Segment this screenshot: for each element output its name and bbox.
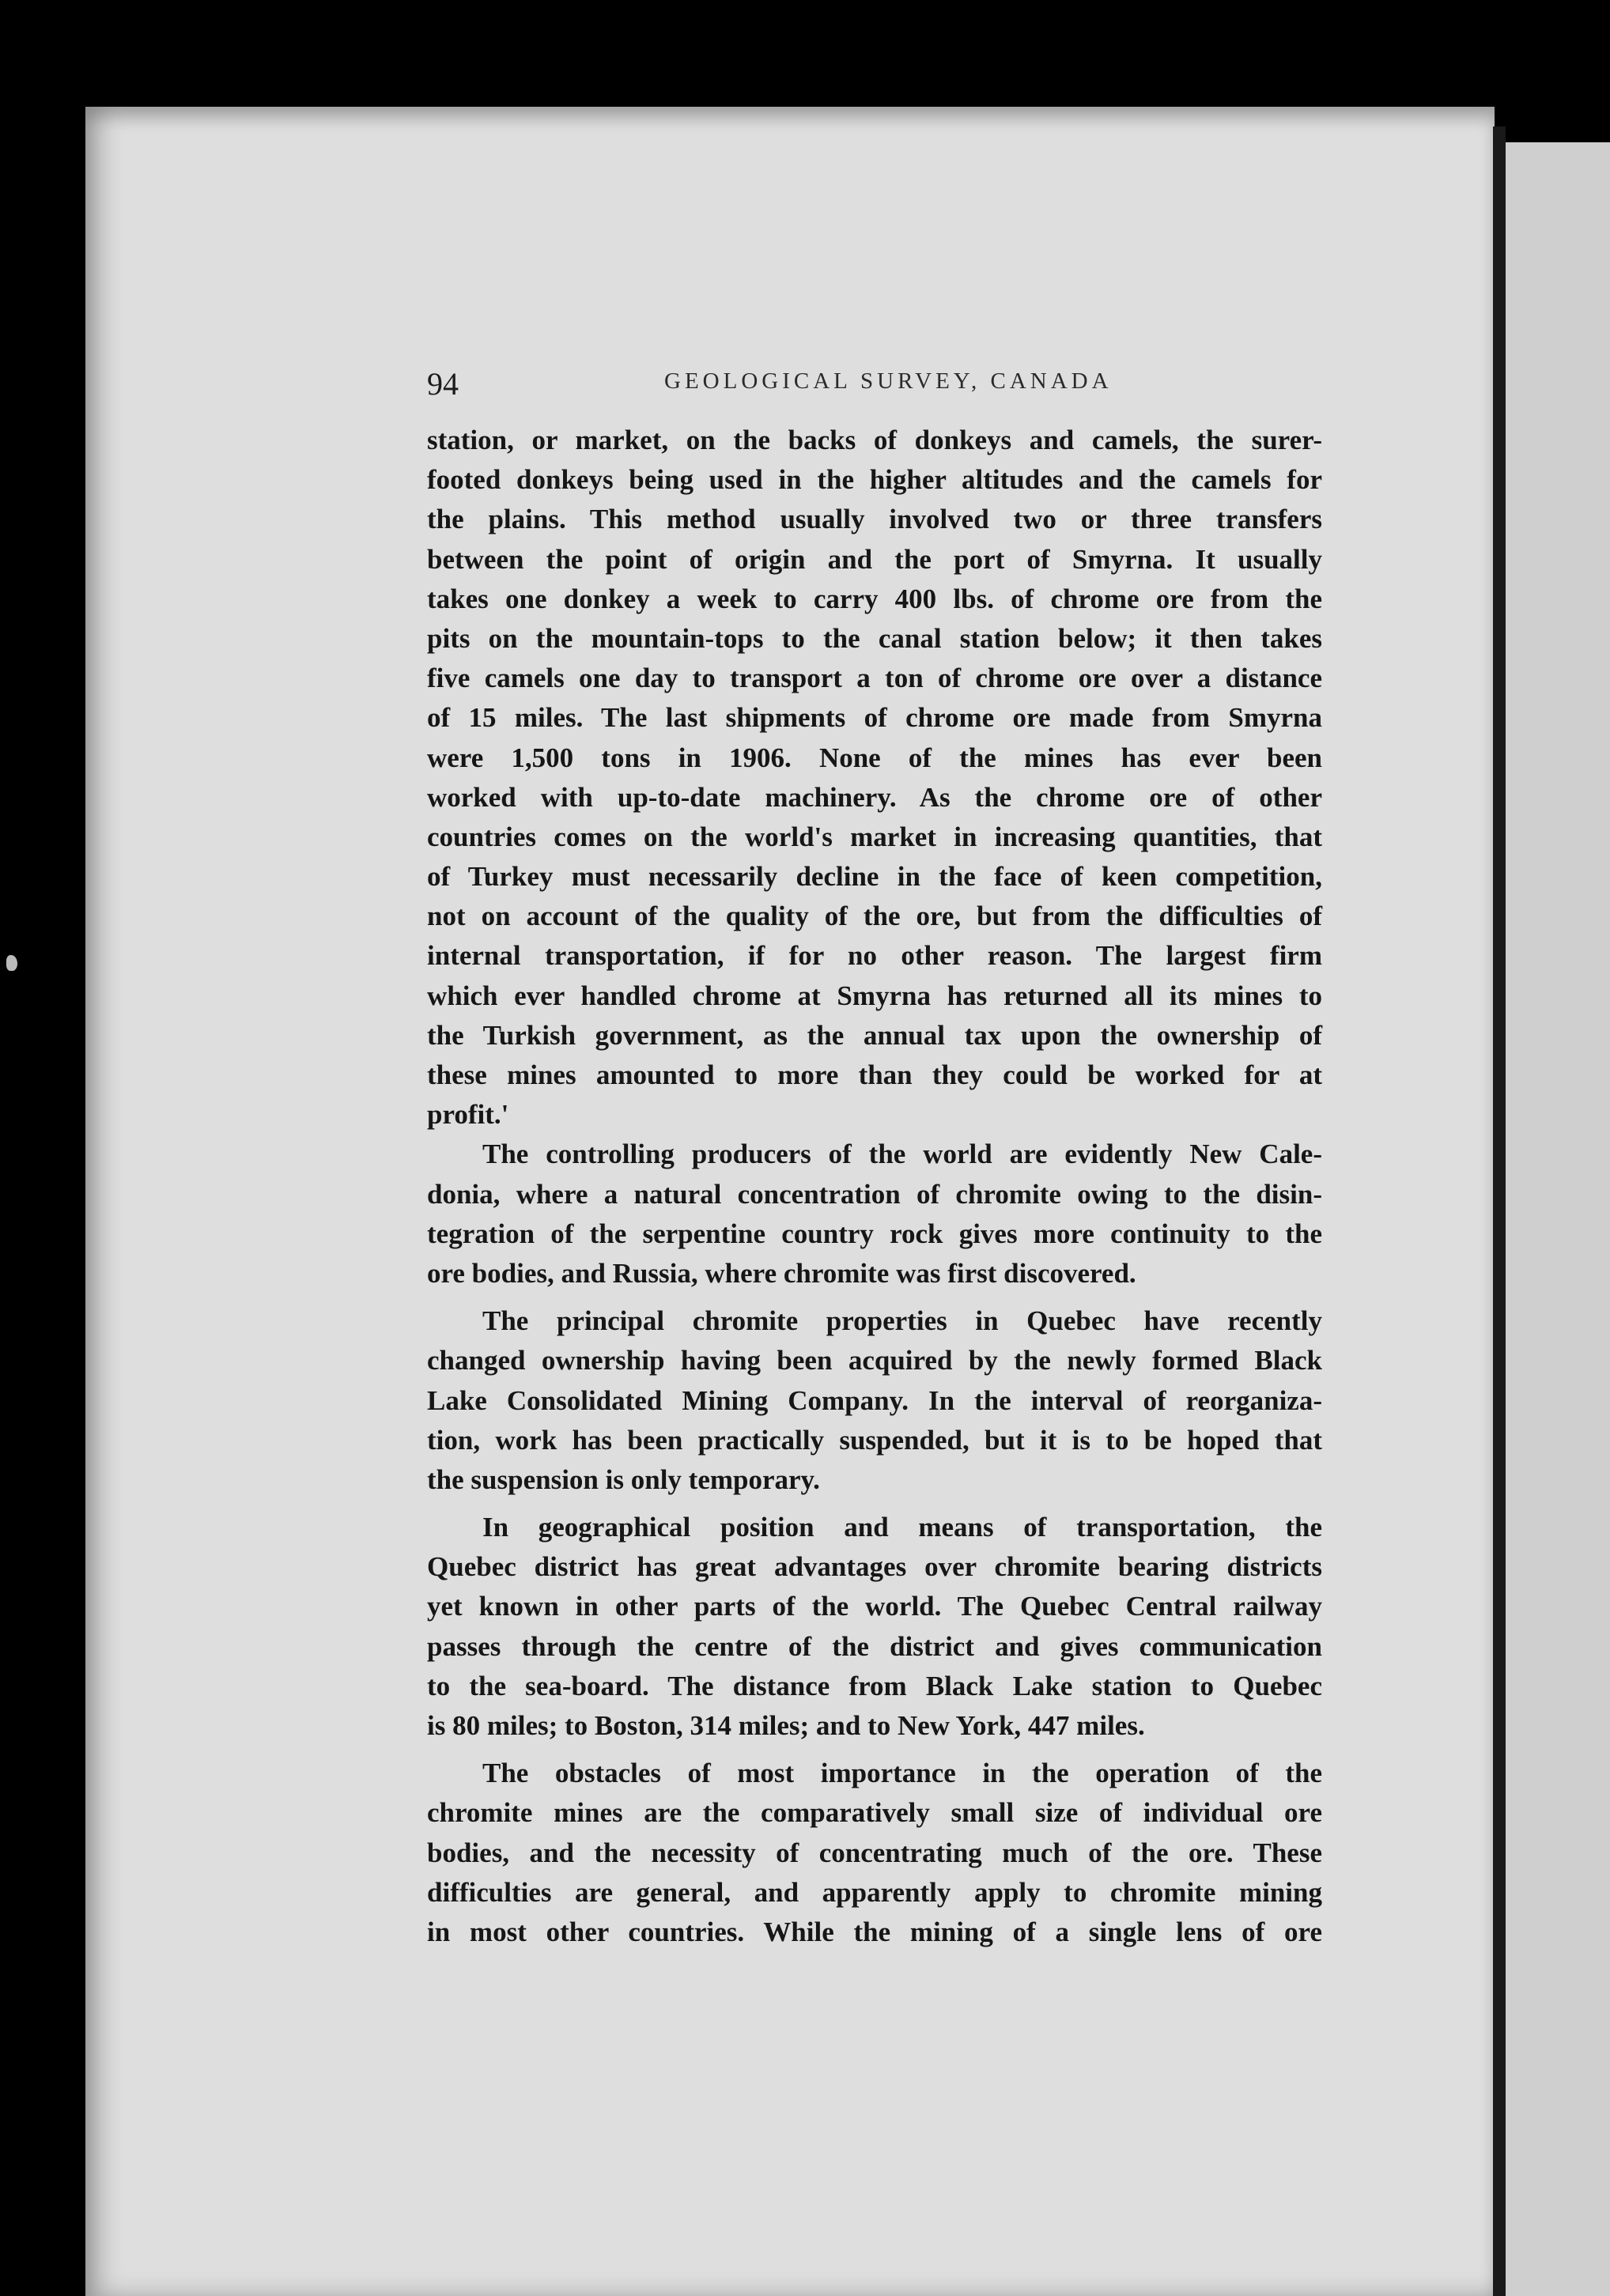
text-line: the Turkish government, as the annual tax upon the ownership of	[427, 1019, 1322, 1051]
text-line: station, or market, on the backs of donkeys and camels, the surer-	[427, 425, 1322, 455]
text-line: to the sea-board. The distance from Black Lake station to Quebec	[427, 1670, 1322, 1701]
text-line: pits on the mountain-tops to the canal station below; it then takes	[427, 622, 1322, 654]
text-line: bodies, and the necessity of concentrating much of the ore. These	[427, 1837, 1322, 1868]
paragraph	[427, 1508, 1322, 1746]
text-line: The obstacles of most importance in the operation of the	[482, 1758, 1322, 1789]
text-line: internal transportation, if for no other reason. The largest firm	[427, 940, 1322, 972]
paragraph	[427, 1301, 1322, 1500]
text-line: The controlling producers of the world are evidently New Cale-	[482, 1139, 1322, 1170]
text-line: of 15 miles. The last shipments of chrome ore made from Smyrna	[427, 702, 1322, 734]
text-line: Lake Consolidated Mining Company. In the interval of reorganiza-	[427, 1384, 1322, 1416]
text-line: the plains. This method usually involved two or three transfers	[427, 504, 1322, 535]
page-header	[427, 365, 1352, 405]
paragraph	[427, 421, 1322, 1135]
text-line: passes through the centre of the district and gives communication	[427, 1630, 1322, 1662]
text-line: yet known in other parts of the world. The Quebec Central railway	[427, 1591, 1322, 1622]
text-line: changed ownership having been acquired by the newly formed Black	[427, 1345, 1322, 1376]
text-line: Quebec district has great advantages over chromite bearing districts	[427, 1551, 1322, 1583]
text-line: tegration of the serpentine country rock gives more continuity to the	[427, 1218, 1322, 1249]
text-line: tion, work has been practically suspended, but it is to be hoped that	[427, 1424, 1322, 1456]
text-line: profit.'	[427, 1099, 509, 1131]
page-number: 94	[427, 366, 459, 402]
body-text	[427, 421, 1322, 1952]
text-line: not on account of the quality of the ore, but from the difficulties of	[427, 901, 1322, 932]
text-line: between the point of origin and the port of Smyrna. It usually	[427, 543, 1322, 575]
text-line: chromite mines are the comparatively small size of individual ore	[427, 1797, 1322, 1829]
text-line: ore bodies, and Russia, where chromite was first discovered.	[427, 1257, 1136, 1289]
text-line: the suspension is only temporary.	[427, 1463, 820, 1495]
facing-page	[1506, 142, 1610, 2296]
text-line: of Turkey must necessarily decline in the face of keen competition,	[427, 861, 1322, 893]
scan-speck	[6, 955, 17, 971]
paragraph	[427, 1135, 1322, 1293]
paragraph	[427, 1754, 1322, 1952]
text-line: difficulties are general, and apparently apply to chromite mining	[427, 1876, 1322, 1908]
text-line: countries comes on the world's market in increasing quantities, that	[427, 821, 1322, 852]
text-line: footed donkeys being used in the higher altitudes and the camels for	[427, 464, 1322, 496]
text-line: in most other countries. While the mining of a single lens of ore	[427, 1916, 1322, 1947]
text-line: worked with up-to-date machinery. As the chrome ore of other	[427, 781, 1322, 813]
text-line: were 1,500 tons in 1906. None of the mines has ever been	[427, 742, 1322, 773]
text-line: The principal chromite properties in Quebec have recently	[482, 1305, 1322, 1337]
facing-page-edge	[1493, 127, 1506, 2296]
text-line: takes one donkey a week to carry 400 lbs. of chrome ore from the	[427, 583, 1322, 614]
text-line: these mines amounted to more than they could be worked for at	[427, 1059, 1322, 1090]
text-line: which ever handled chrome at Smyrna has returned all its mines to	[427, 980, 1322, 1011]
text-line: is 80 miles; to Boston, 314 miles; and to New York, 447 miles.	[427, 1710, 1145, 1741]
text-line: In geographical position and means of transportation, the	[482, 1512, 1322, 1543]
text-line: donia, where a natural concentration of chromite owing to the disin-	[427, 1178, 1322, 1210]
running-head: GEOLOGICAL SURVEY, CANADA	[664, 368, 1113, 394]
text-line: five camels one day to transport a ton of chrome ore over a distance	[427, 663, 1322, 694]
